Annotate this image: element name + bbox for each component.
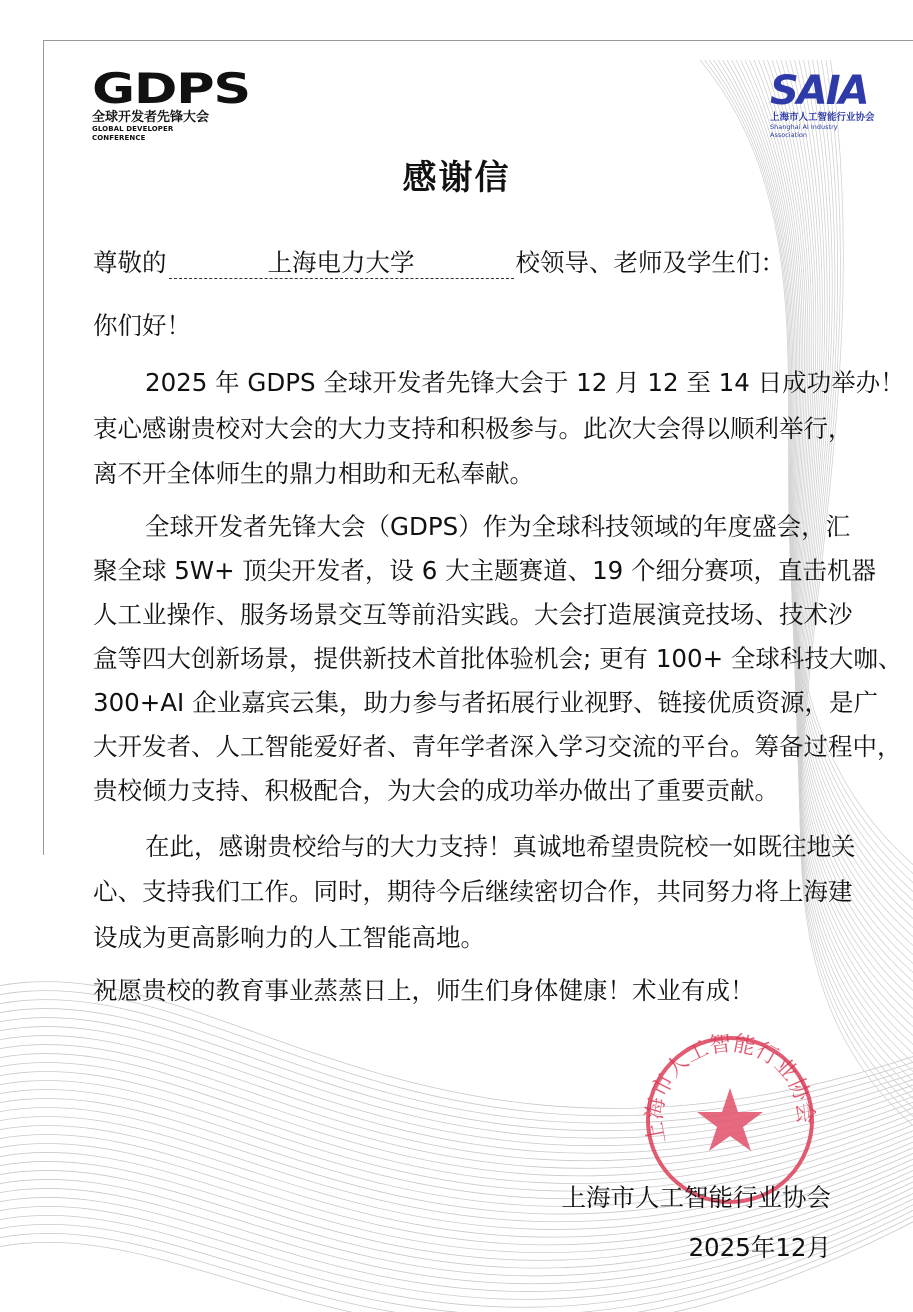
salutation-suffix: 校领导、老师及学生们： — [515, 248, 785, 277]
salutation — [93, 248, 785, 279]
recipient-name: 上海电力大学 — [169, 248, 514, 279]
paragraph-2-line: 聚全球 5W+ 顶尖开发者，设 6 大主题赛道、19 个细分赛项，直击机器 — [93, 556, 877, 585]
gdps-logo — [92, 64, 250, 143]
letter-date: 2025年12月 — [688, 1233, 831, 1262]
svg-text:上海市人工智能行业协会: 上海市人工智能行业协会 — [642, 1031, 818, 1146]
frame-border-top — [43, 40, 913, 41]
paragraph-2-line: 人工业操作、服务场景交互等前沿实践。大会打造展演竞技场、技术沙 — [93, 600, 853, 629]
gdps-logo-cn: 全球开发者先锋大会 — [92, 110, 210, 125]
closing-wish: 祝愿贵校的教育事业蒸蒸日上，师生们身体健康！术业有成！ — [93, 976, 755, 1005]
paragraph-1-line: 衷心感谢贵校对大会的大力支持和积极参与。此次大会得以顺利举行， — [93, 414, 853, 443]
paragraph-2-line: 全球开发者先锋大会（GDPS）作为全球科技领域的年度盛会，汇 — [145, 512, 851, 541]
saia-logo-en: Shanghai AI Industry Association — [770, 123, 838, 139]
letter-title: 感谢信 — [402, 158, 511, 198]
greeting: 你们好！ — [93, 311, 191, 340]
paragraph-2-line: 盒等四大创新场景，提供新技术首批体验机会; 更有 100+ 全球科技大咖、 — [93, 644, 903, 673]
saia-logo-mark: SAIA — [770, 68, 868, 114]
saia-logo-cn: 上海市人工智能行业协会 — [770, 112, 875, 123]
saia-logo — [770, 70, 875, 139]
signature-organization: 上海市人工智能行业协会 — [561, 1183, 831, 1212]
paragraph-2-line: 贵校倾力支持、积极配合，为大会的成功举办做出了重要贡献。 — [93, 776, 779, 805]
paragraph-2-line: 大开发者、人工智能爱好者、青年学者深入学习交流的平台。筹备过程中， — [93, 732, 902, 761]
gdps-logo-mark: GDPS — [92, 64, 250, 113]
paragraph-3-line: 设成为更高影响力的人工智能高地。 — [93, 923, 485, 952]
paragraph-2-line: 300+AI 企业嘉宾云集，助力参与者拓展行业视野、链接优质资源，是广 — [93, 688, 879, 717]
gdps-logo-en: GLOBAL DEVELOPER CONFERENCE — [92, 125, 174, 142]
paragraph-3-line: 心、支持我们工作。同时，期待今后继续密切合作，共同努力将上海建 — [93, 877, 853, 906]
paragraph-1-line: 2025 年 GDPS 全球开发者先锋大会于 12 月 12 至 14 日成功举办！ — [145, 368, 905, 397]
paragraph-3-line: 在此，感谢贵校给与的大力支持！真诚地希望贵院校一如既往地关 — [145, 832, 856, 861]
paragraph-1-line: 离不开全体师生的鼎力相助和无私奉献。 — [93, 459, 534, 488]
salutation-prefix: 尊敬的 — [93, 248, 167, 277]
